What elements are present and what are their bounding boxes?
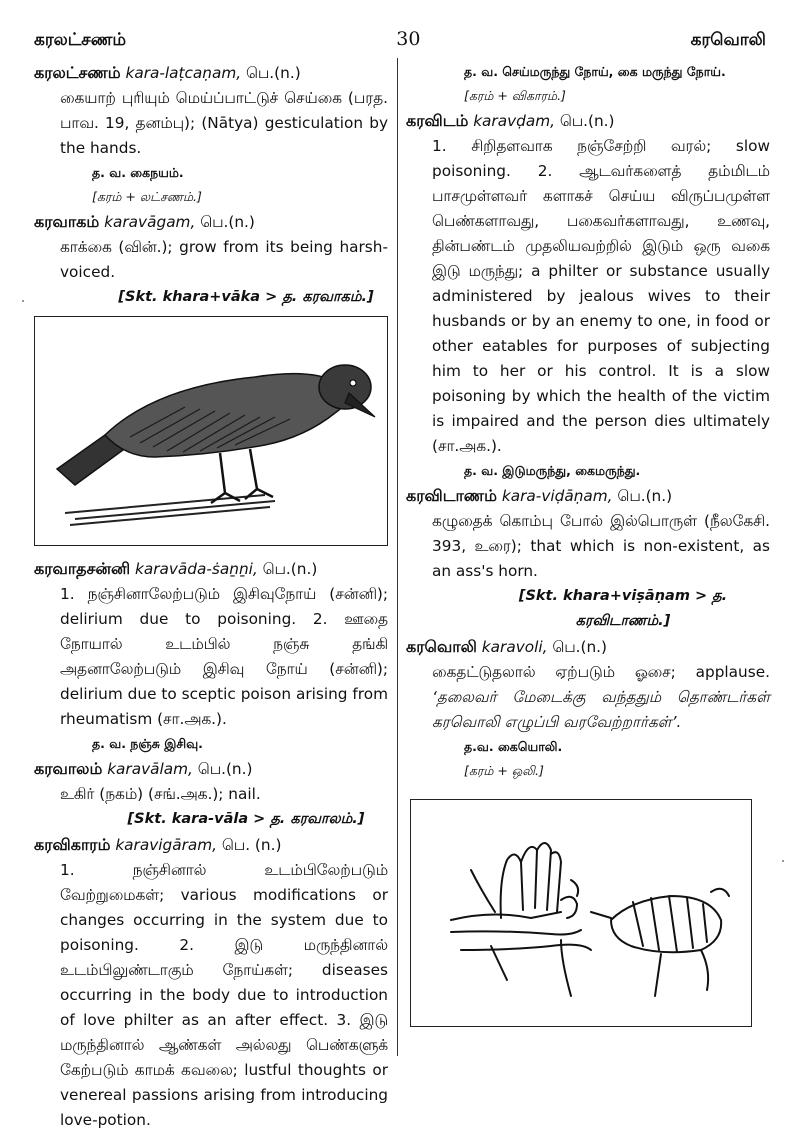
usage-note: த. வ. செய்மருந்து நோய், கை மருந்து நோய். [464,64,726,79]
definition: கையாற் புரியும் மெய்ப்பாட்டுச் செய்கை (பரத. பாவ. 19, தனம்பு); (Nātya) gesticulation by the hands. [60,89,388,157]
running-head [34,28,766,56]
headword: கரவொலி [406,637,477,656]
part-of-speech: பெ.(n.) [197,760,253,778]
definition: 1. நஞ்சினால் உடம்பிலேற்படும் வேற்றுமைகள்; various modifications or changes occurring in the system due to poisoning. 2. இடு மருந்தினால் உடம்பிலுண்டாகும் நோய்கள்; diseases occurring in the body due to introduction of love philter as an after effect. 3. இடு மருந்தினால் ஆண்கள் அல்லது பெண்களுக் கேற்படும் காமக் கவலை; lustful thoughts or venereal passions arising from introducing love-potion. [60,861,388,1129]
usage-note: த.வ. கையொலி. [464,739,563,754]
part-of-speech: பெ.(n.) [617,487,673,505]
etymology: [கரம் + ஒலி.] [464,763,544,778]
entry-karavigaram [34,832,388,1133]
entry-karavigaram-continued [406,60,770,108]
definition: கழுதைக் கொம்பு போல் இல்பொருள் (நீலகேசி. 393, உரை); that which is non-existent, as an ass's horn. [432,512,770,580]
headword: கரவிகாரம் [34,835,111,854]
scan-speck [22,300,24,302]
page-number: 30 [396,28,421,50]
usage-note: த. வ. இடுமருந்து, கைமருந்து. [464,463,641,478]
definition: கைதட்டுதலால் ஏற்படும் ஓசை; applause. [432,663,770,681]
transliteration: karavḍam, [473,112,555,130]
part-of-speech: பெ. (n.) [221,836,282,854]
etymology: [கரம் + லட்சணம்.] [92,189,202,204]
entry-karalatcanam [34,60,388,209]
usage-note: த. வ. கைநயம். [92,165,184,180]
definition: 1. சிறிதளவாக நஞ்சேற்றி வரல்; slow poisoning. 2. ஆடவர்களைத் தம்மிடம் பாசமுள்ளவர் களாகச் செய்ய விருப்பமுள்ள பெண்களாவது, பகைவர்களாவது, உணவு, தின்பண்டம் முதலியவற்றில் இடும் ஒரு வகை இடு மருந்து; a philter or substance usually administered by jealous wives to their husbands or by an enemy to one, in food or other eatables for purposes of subjecting him to her or his control. It is a slow poisoning by which the health of the victim is impaired and the person dies ultimately (சா.அக.). [432,137,770,455]
entry-karavagam [34,209,388,310]
transliteration: karavāda-ṡaṉṉi, [134,560,258,578]
transliteration: kara-laṭcaṇam, [125,64,242,82]
headword: கரவாலம் [34,759,103,778]
part-of-speech: பெ.(n.) [559,112,615,130]
crow-illustration [34,316,388,546]
etymology: [Skt. khara+viṣāṇam > த. கரவிடாணம்.] [518,588,728,629]
entry-karavoli [406,634,770,783]
transliteration: karavālam, [107,760,193,778]
transliteration: kara-viḍāṇam, [501,487,613,505]
column-divider [397,58,398,1056]
left-column [34,60,388,1133]
part-of-speech: பெ.(n.) [262,560,318,578]
etymology: [Skt. kara-vāla > த. கரவாலம்.] [127,811,365,827]
headword: கரவாகம் [34,212,100,231]
etymology: [Skt. khara+vāka > த. கரவாகம்.] [118,289,374,305]
entry-karavidam [406,108,770,483]
usage-note: த. வ. நஞ்சு இசிவு. [92,736,203,751]
running-head-right: கரவொலி [690,30,766,50]
entry-karavidanam [406,483,770,634]
hands-drawing [411,800,751,1026]
headword: கரவிடாணம் [406,486,498,505]
definition: உகிர் (நகம்) (சங்.அக.); nail. [60,785,261,803]
crow-drawing [35,317,387,545]
entry-karavalam [34,756,388,832]
scan-speck [782,860,784,862]
headword: கரவிடம் [406,111,469,130]
transliteration: karavāgam, [104,213,196,231]
headword: கரவாதசன்னி [34,559,131,578]
definition: காக்கை (வின்.); grow from its being harsh-voiced. [60,238,388,281]
transliteration: karavoli, [481,638,548,656]
clapping-hands-illustration [410,799,752,1027]
right-column [406,60,770,1027]
usage-example: ‘தலைவர் மேடைக்கு வந்ததும் தொண்டர்கள் கரவொலி எழுப்பி வரவேற்றார்கள்’. [432,688,770,731]
part-of-speech: பெ.(n.) [552,638,607,656]
part-of-speech: பெ.(n.) [200,213,255,231]
running-head-left: கரலட்சணம் [34,30,127,50]
definition: 1. நஞ்சினாலேற்படும் இசிவுநோய் (சன்னி); delirium due to poisoning. 2. ஊதை நோயால் உடம்பில் நஞ்சு தங்கி அதனாலேற்படும் இசிவு நோய் (சன்னி); delirium due to sceptic poison arising from rheumatism (சா.அக.). [60,585,388,728]
headword: கரலட்சணம் [34,63,121,82]
part-of-speech: பெ.(n.) [246,64,301,82]
etymology: [கரம் + விகாரம்.] [464,88,566,103]
transliteration: karavigāram, [115,836,218,854]
entry-karavadasanni [34,556,388,756]
